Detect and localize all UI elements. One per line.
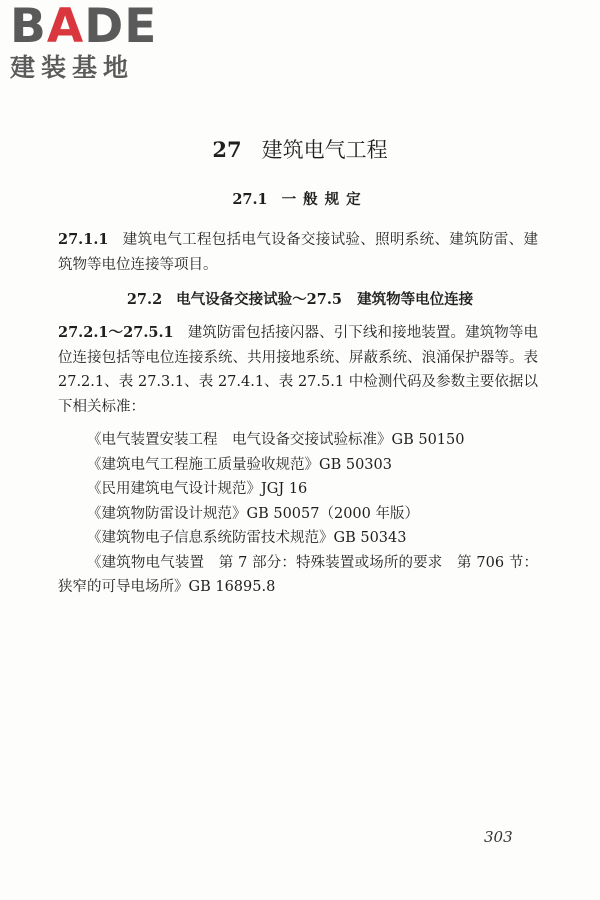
page-number: 303 [484, 828, 513, 846]
clause-number: 27.1.1 [58, 231, 109, 248]
subsection-title-text: 电气设备交接试验～27.5 [176, 291, 342, 308]
clause-27-1-1 [58, 228, 538, 277]
chapter-title-text: 建筑电气工程 [261, 138, 388, 162]
standard-item: 《建筑物电子信息系统防雷技术规范》GB 50343 [87, 530, 407, 546]
logo-letters-de: DE [84, 0, 158, 54]
section-number: 27.1 [232, 191, 268, 208]
standards-list [58, 428, 538, 600]
logo-chinese: 建装基地 [10, 53, 135, 82]
standard-item: 《建筑电气工程施工质量验收规范》GB 50303 [87, 456, 392, 473]
clause-text: 建筑防雷包括接闪器、引下线和接地装置。建筑物等电位连接包括等电位连接系统、共用接地系统、屏蔽系统、浪涌保护器等。表 27.2.1、表 27.3.1、表 27.4.1、表 27.5.1 中检测代码及参数主要依据以下相关标准： [58, 325, 539, 415]
clause-number: 27.2.1～27.5.1 [58, 324, 174, 341]
chapter-title [0, 136, 600, 164]
bade-logo [10, 2, 175, 83]
logo-letter-a-accent: A [46, 0, 85, 54]
section-title [0, 189, 600, 211]
standard-item: 《建筑物防雷设计规范》GB 50057（2000 年版） [87, 505, 419, 522]
standard-item: 《建筑物电气装置 第 7 部分：特殊装置或场所的要求 第 706 节：狭窄的可导电场所》GB 16895.8 [58, 554, 538, 595]
standard-item: 《民用建筑电气设计规范》JGJ 16 [87, 481, 308, 497]
subsection-number: 27.2 [126, 291, 163, 308]
chapter-number: 27 [212, 137, 242, 162]
subsection-title [0, 289, 600, 311]
clause-text: 建筑电气工程包括电气设备交接试验、照明系统、建筑防雷、建筑物等电位连接等项目。 [58, 232, 538, 273]
subsection-title-text-2: 建筑物等电位连接 [357, 291, 474, 308]
section-title-text: 一般规定 [281, 191, 368, 208]
logo-english [10, 2, 175, 52]
clause-27-2-1 [58, 321, 538, 419]
standard-item: 《电气装置安装工程 电气设备交接试验标准》GB 50150 [87, 432, 465, 448]
logo-letter-b: B [10, 0, 47, 54]
